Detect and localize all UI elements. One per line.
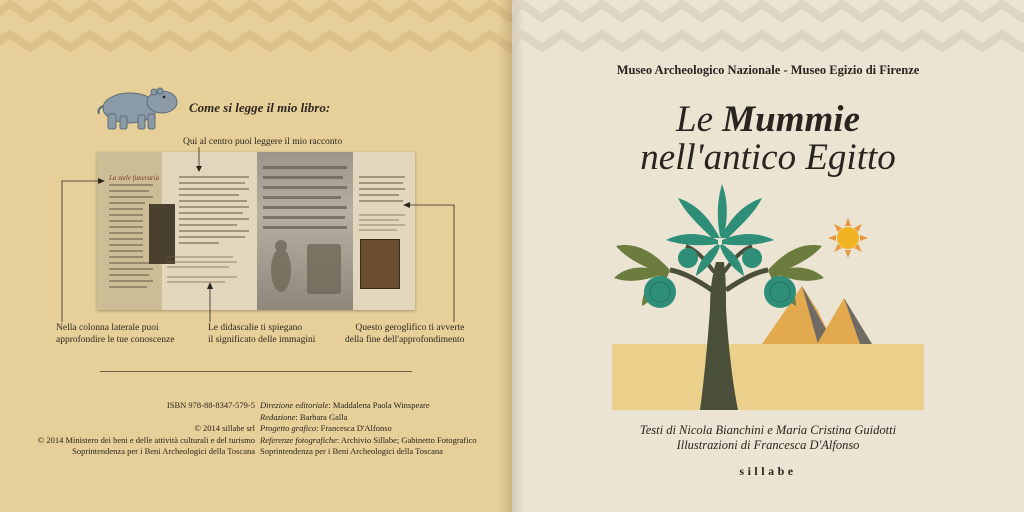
book-title-line1: Le Mummie: [676, 99, 860, 140]
zigzag-border: [512, 0, 1024, 60]
arrow-side: [56, 176, 106, 322]
preview-relief-photo: [360, 239, 400, 289]
label-captions: Le didascalie ti spiegano il significato delle immagini: [208, 323, 316, 345]
preview-side-heading: La stele funeraria: [109, 174, 160, 182]
arrow-glyph: [398, 200, 458, 322]
page-preview-illustration: [97, 152, 415, 310]
label-side-column: Nella colonna laterale puoi approfondire le tue conoscenze: [56, 323, 175, 345]
how-to-read-title: Come si legge il mio libro:: [189, 100, 331, 115]
label-glyph: Questo geroglifico ti avverte della fine dell'approfondimento: [345, 323, 465, 345]
credits-right: Direzione editoriale: Maddalena Paola Winspeare Redazione: Barbara Galla Progetto grafico: Francesca D'Alfonso Referenze fotografiche: Archivio Sillabe; Gabinetto Fotografico Soprintendenza per i Beni Archeologici della Toscana: [260, 400, 477, 457]
preview-statue-photo: [149, 204, 175, 264]
right-page-cover: [512, 0, 1024, 512]
hippo-icon: [94, 84, 180, 132]
credits-left: ISBN 978-88-8347-579-5 © 2014 sillabe srl © 2014 Ministero dei beni e delle attività culturali e del turismo Soprintendenza per i Beni Archeologici della Toscana: [37, 400, 255, 457]
arrow-center: [194, 147, 204, 173]
preview-stela-photo: [257, 152, 353, 310]
sand-band: [612, 344, 924, 410]
arrow-captions: [205, 282, 215, 322]
authors-block: Testi di Nicola Bianchini e Maria Cristina Guidotti Illustrazioni di Francesca D'Alfonso: [639, 423, 897, 452]
book-title-line2: nell'antico Egitto: [640, 137, 896, 178]
zigzag-border: [0, 0, 512, 60]
publisher-name: sillabe: [739, 464, 797, 478]
divider-line: [100, 371, 412, 372]
label-center-text: Qui al centro puoi leggere il mio racconto: [183, 137, 343, 147]
palm-pyramid-illustration: [612, 180, 924, 412]
sun-icon: [828, 218, 868, 258]
museum-name: Museo Archeologico Nazionale - Museo Egizio di Firenze: [616, 63, 920, 77]
